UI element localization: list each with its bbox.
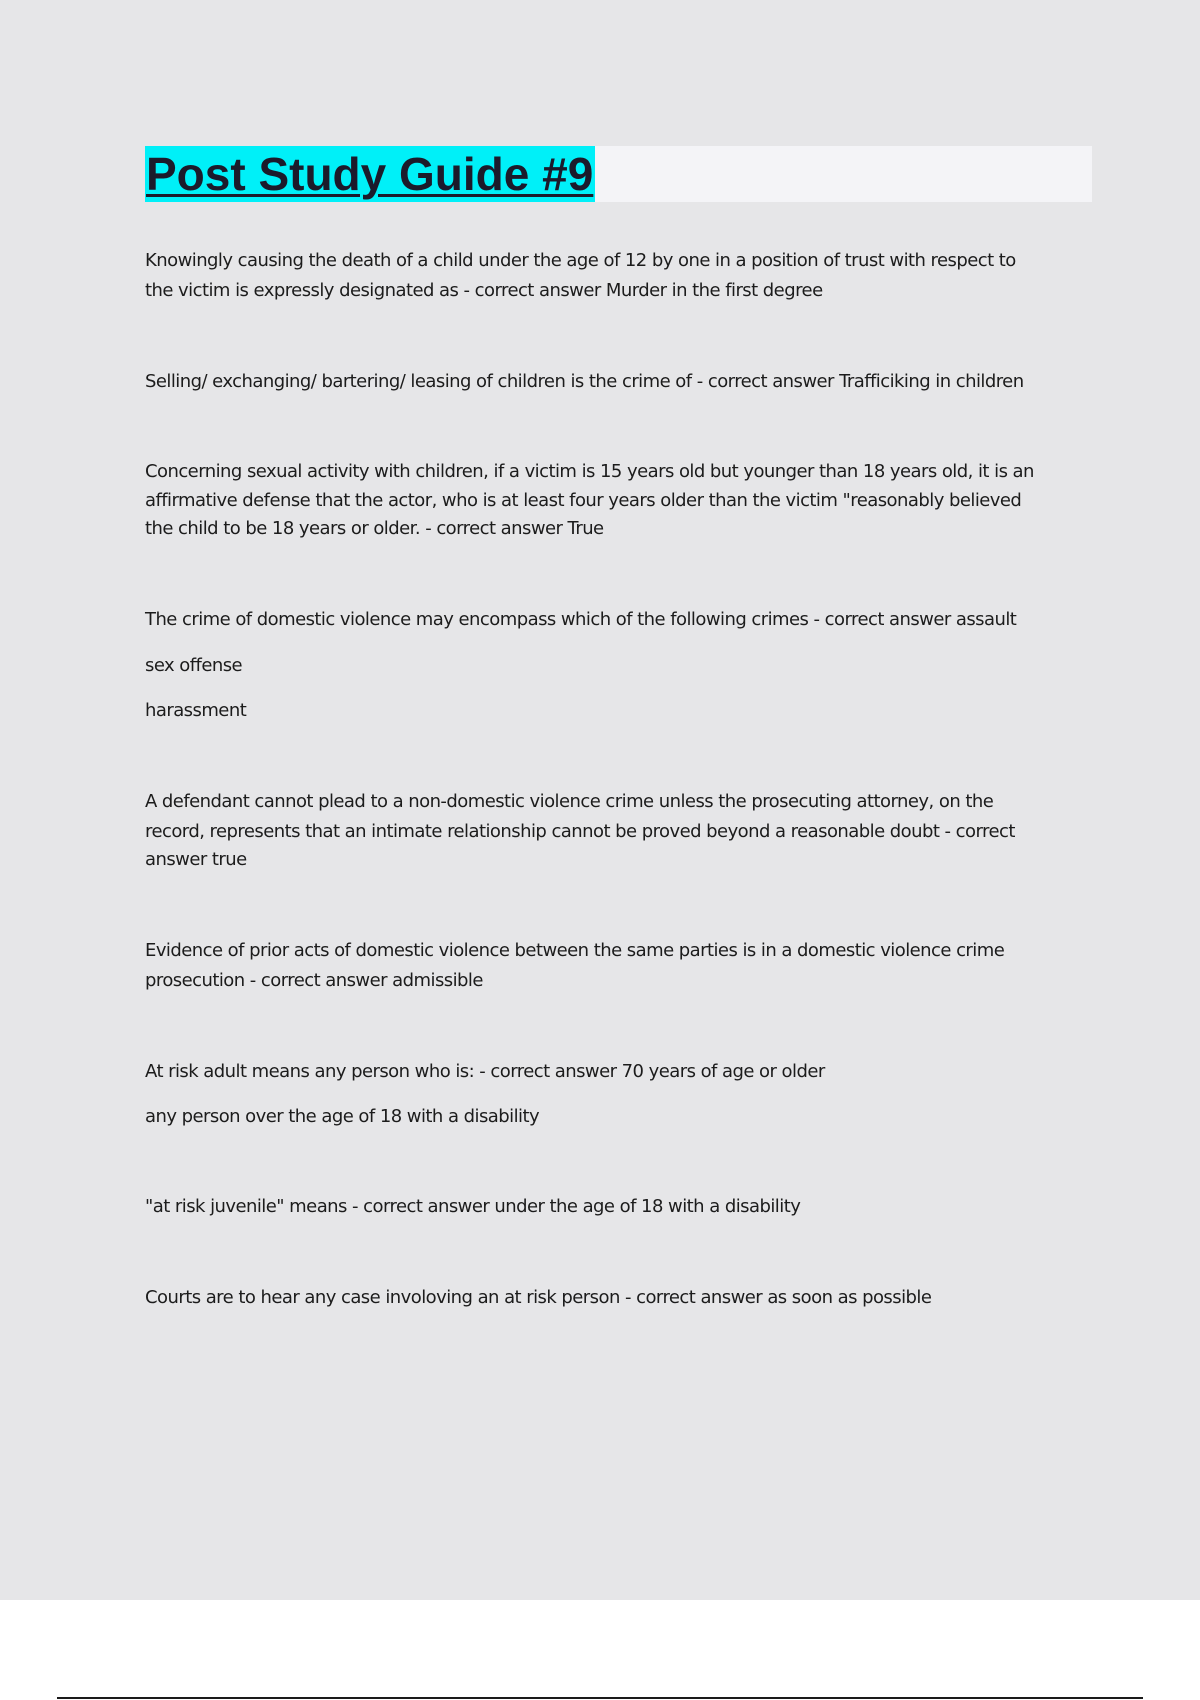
text-line: sex offense: [145, 655, 243, 676]
text-line: "at risk juvenile" means - correct answer under the age of 18 with a disability: [145, 1196, 801, 1217]
text-line: harassment: [145, 700, 247, 721]
text-line: A defendant cannot plead to a non-domestic violence crime unless the prosecuting attorney, on the: [145, 791, 994, 812]
text-line: the child to be 18 years or older. - correct answer True: [145, 518, 604, 539]
text-line: Courts are to hear any case involoving an at risk person - correct answer as soon as possible: [145, 1287, 932, 1308]
text-line: any person over the age of 18 with a disability: [145, 1106, 540, 1127]
text-line: affirmative defense that the actor, who is at least four years older than the victim "reasonably believed: [145, 490, 1022, 511]
text-line: Selling/ exchanging/ bartering/ leasing of children is the crime of - correct answer Trafficiking in children: [145, 371, 1024, 392]
text-line: Concerning sexual activity with children, if a victim is 15 years old but younger than 18 years old, it is an: [145, 461, 1034, 482]
text-line: At risk adult means any person who is: - correct answer 70 years of age or older: [145, 1061, 825, 1082]
text-line: answer true: [145, 849, 247, 870]
document-title: Post Study Guide #9: [146, 148, 594, 200]
text-line: The crime of domestic violence may encompass which of the following crimes - correct answer assault: [145, 609, 1017, 630]
text-line: Knowingly causing the death of a child under the age of 12 by one in a position of trust with respect to: [145, 250, 1016, 271]
text-line: record, represents that an intimate relationship cannot be proved beyond a reasonable doubt - correct: [145, 821, 1015, 842]
text-line: Evidence of prior acts of domestic violence between the same parties is in a domestic violence crime: [145, 940, 1005, 961]
footer-divider: [57, 1697, 1143, 1699]
text-line: prosecution - correct answer admissible: [145, 970, 483, 991]
text-line: the victim is expressly designated as - correct answer Murder in the first degree: [145, 280, 823, 301]
